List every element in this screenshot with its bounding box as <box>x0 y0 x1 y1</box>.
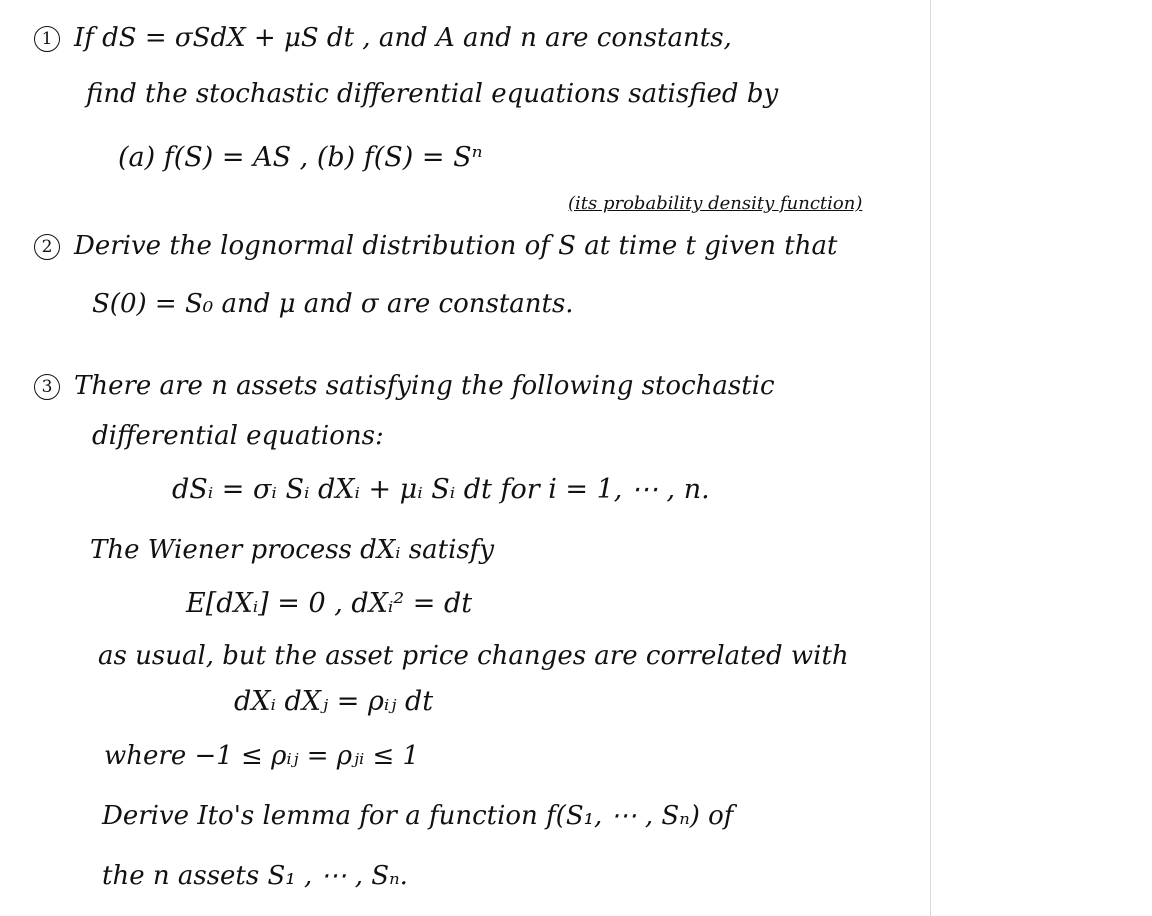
problem-3-line-2: differential equations: <box>92 421 384 451</box>
problem-3-equation-3: dXᵢ dXⱼ = ρᵢⱼ dt <box>234 686 434 717</box>
problem-3-equation-1: dSᵢ = σᵢ Sᵢ dXᵢ + μᵢ Sᵢ dt for i = 1, ⋯ , n. <box>172 474 710 505</box>
page-edge <box>930 0 931 916</box>
problem-2-annotation <box>568 188 862 220</box>
problem-1-text-1: If dS = σSdX + μS dt , and A and n are constants, <box>74 23 732 53</box>
problem-2-annotation-text: (its probability density function) <box>568 193 863 214</box>
problem-3-number: 3 <box>34 374 60 400</box>
problem-2-text-1: Derive the lognormal distribution of S at time t given that <box>74 231 838 261</box>
problem-1-parts: (a) f(S) = AS , (b) f(S) = Sⁿ <box>118 142 483 173</box>
problem-3-line-7: the n assets S₁ , ⋯ , Sₙ. <box>102 861 408 891</box>
problem-3-line-3: The Wiener process dXᵢ satisfy <box>90 535 495 565</box>
problem-1-number: 1 <box>34 26 60 52</box>
problem-3-line-6: Derive Ito's lemma for a function f(S₁, ⋯ , Sₙ) of <box>102 801 734 831</box>
problem-2-line-1 <box>34 230 837 262</box>
problem-3-line-4: as usual, but the asset price changes are correlated with <box>98 641 849 671</box>
problem-1-line-2: find the stochastic differential equations satisfied by <box>86 79 779 109</box>
problem-2-line-2: S(0) = S₀ and μ and σ are constants. <box>92 289 574 319</box>
problem-1-line-1 <box>34 22 732 54</box>
problem-3-line-1 <box>34 370 775 402</box>
problem-3-equation-2: E[dXᵢ] = 0 , dXᵢ² = dt <box>186 588 473 619</box>
problem-2-number: 2 <box>34 234 60 260</box>
problem-3-text-1: There are n assets satisfying the following stochastic <box>74 371 775 401</box>
problem-3-line-5: where −1 ≤ ρᵢⱼ = ρⱼᵢ ≤ 1 <box>104 741 420 771</box>
